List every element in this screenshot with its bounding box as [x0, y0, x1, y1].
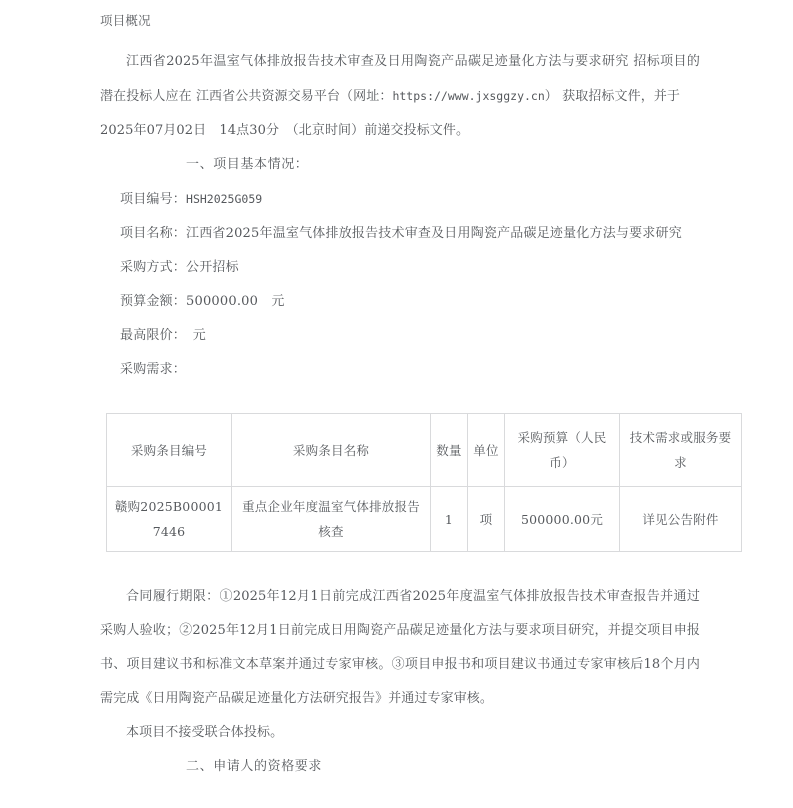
field-label: 采购需求：	[120, 362, 187, 377]
intro-project-name: 江西省2025年温室气体排放报告技术审查及日用陶瓷产品碳足迹量化方法与要求研究	[126, 54, 629, 69]
field-project-code	[100, 182, 700, 217]
field-value: 元	[179, 328, 206, 343]
table-cell-name: 重点企业年度温室气体排放报告核查	[232, 487, 431, 552]
intro-paragraph	[100, 45, 700, 114]
field-label: 最高限价：	[120, 328, 180, 343]
table-header-cell-unit: 单位	[468, 414, 505, 487]
document-body	[100, 10, 732, 798]
table-header-cell-tech: 技术需求或服务要求	[620, 414, 742, 487]
page-tail-spacer	[100, 784, 700, 798]
table-header-cell-quantity: 数量	[431, 414, 468, 487]
section-one-title: 一、项目基本情况：	[186, 157, 309, 172]
intro-url[interactable]: https://www.jxsggzy.cn	[392, 89, 545, 103]
field-procurement-method	[100, 251, 700, 285]
table-cell-budget: 500000.00元	[505, 487, 620, 552]
requirements-table	[106, 413, 742, 552]
field-procurement-requirement	[100, 353, 700, 387]
intro-bidder-clause: 招标项目的潜在投标人应在	[100, 54, 701, 104]
table-header-row	[107, 414, 742, 487]
table-cell-unit: 项	[468, 487, 505, 552]
field-budget-amount	[100, 285, 700, 319]
intro-obtain-clause: 获取招标文件，并于	[562, 89, 681, 104]
table-row	[107, 487, 742, 552]
field-max-price	[100, 319, 700, 353]
intro-platform-name: 江西省公共资源交易平台	[195, 89, 341, 104]
table-header-cell-name: 采购条目名称	[232, 414, 431, 487]
field-value: 江西省2025年温室气体排放报告技术审查及日用陶瓷产品碳足迹量化方法与要求研究	[186, 226, 682, 241]
intro-deadline: 2025年07月02日 14点30分 （北京时间）前递交投标文件。	[100, 123, 470, 138]
no-consortium-note: 本项目不接受联合体投标。	[126, 725, 284, 740]
field-value: 500000.00 元	[186, 294, 285, 309]
field-label: 项目编号：	[120, 192, 187, 207]
table-cell-quantity: 1	[431, 487, 468, 552]
intro-url-suffix: ）	[544, 89, 558, 104]
table-header-cell-budget: 采购预算（人民币）	[505, 414, 620, 487]
field-label: 采购方式：	[120, 260, 187, 275]
field-value: HSH2025G059	[186, 192, 263, 206]
contract-performance-paragraph: 合同履行期限：①2025年12月1日前完成江西省2025年度温室气体排放报告技术审查报告并通过采购人验收；②2025年12月1日前完成日用陶瓷产品碳足迹量化方法与要求项目研究，并提交项目申报书、项目建议书和标准文本草案并通过专家审核。③项目申报书和项目建议书通过专家审核后18个月内需完成《日用陶瓷产品碳足迹量化方法研究报告》并通过专家审核。	[100, 589, 700, 706]
field-label: 预算金额：	[120, 294, 187, 309]
intro-url-prefix: （网址：	[340, 89, 393, 104]
table-header-cell-code: 采购条目编号	[107, 414, 232, 487]
table-cell-tech: 详见公告附件	[620, 487, 742, 552]
overview-heading: 项目概况	[100, 13, 151, 28]
field-project-name	[100, 217, 700, 251]
field-label: 项目名称：	[120, 226, 187, 241]
table-bottom-spacer	[100, 560, 700, 580]
requirements-table-wrap	[100, 413, 732, 552]
section-two-title: 二、申请人的资格要求	[186, 759, 323, 774]
table-cell-code: 赣购2025B000017446	[107, 487, 232, 552]
field-value: 公开招标	[186, 260, 239, 275]
